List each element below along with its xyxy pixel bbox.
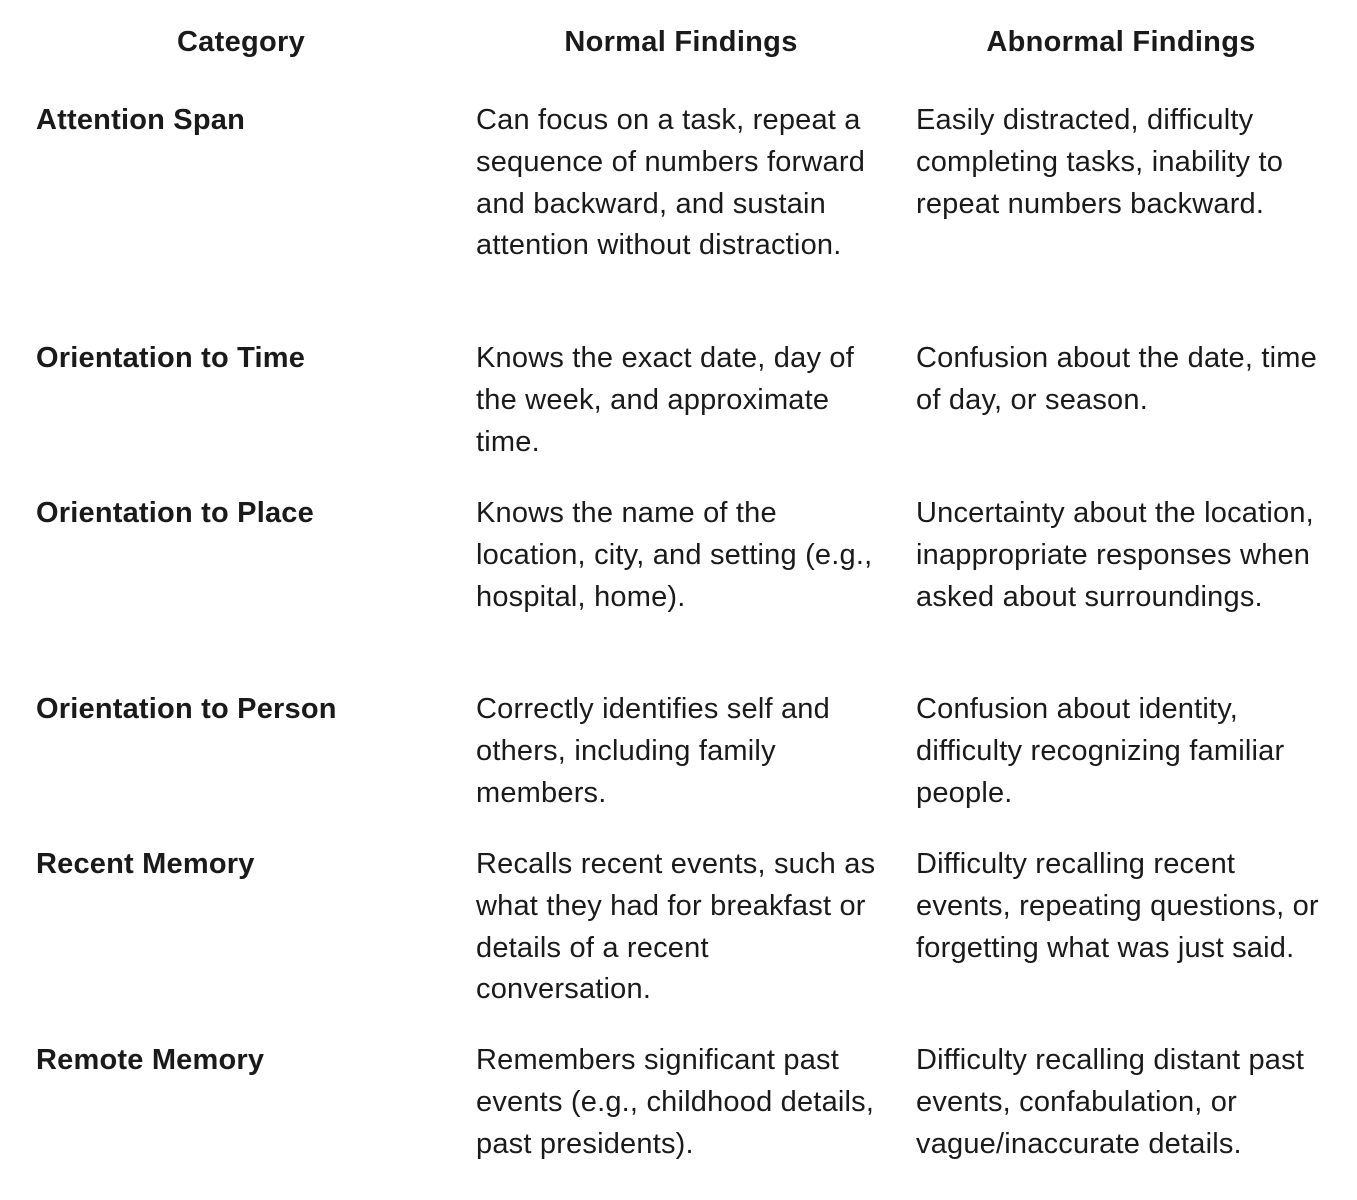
row-category: Orientation to Time	[36, 342, 306, 374]
header-normal-findings: Normal Findings	[564, 26, 798, 58]
row-abnormal-findings: Easily distracted, difficulty completing tasks, inability to repeat numbers backward.	[916, 104, 1284, 220]
row-normal-findings: Can focus on a task, repeat a sequence of numbers forward and backward, and sustain attention without distraction.	[476, 104, 866, 262]
header-category: Category	[176, 26, 306, 58]
row-abnormal-findings: Difficulty recalling recent events, repeating questions, or forgetting what was just said.	[916, 848, 1319, 964]
row-abnormal-findings: Difficulty recalling distant past events, confabulation, or vague/inaccurate details.	[916, 1044, 1305, 1160]
row-normal-findings: Knows the exact date, day of the week, and approximate time.	[476, 342, 854, 458]
row-abnormal-findings: Uncertainty about the location, inappropriate responses when asked about surroundings.	[916, 497, 1314, 613]
row-category: Recent Memory	[36, 848, 255, 880]
row-category: Orientation to Person	[36, 693, 337, 725]
row-category: Orientation to Place	[36, 497, 314, 529]
row-category: Attention Span	[36, 104, 246, 136]
row-abnormal-findings: Confusion about identity, difficulty recognizing familiar people.	[916, 693, 1285, 809]
row-abnormal-findings: Confusion about the date, time of day, or season.	[916, 342, 1317, 416]
header-abnormal-findings: Abnormal Findings	[986, 26, 1256, 58]
row-normal-findings: Correctly identifies self and others, including family members.	[476, 693, 830, 809]
row-normal-findings: Recalls recent events, such as what they had for breakfast or details of a recent conversation.	[476, 848, 876, 1006]
row-category: Remote Memory	[36, 1044, 265, 1076]
table-header-row	[0, 26, 1357, 72]
row-normal-findings: Remembers significant past events (e.g., childhood details, past presidents).	[476, 1044, 875, 1160]
row-normal-findings: Knows the name of the location, city, and setting (e.g., hospital, home).	[476, 497, 873, 613]
